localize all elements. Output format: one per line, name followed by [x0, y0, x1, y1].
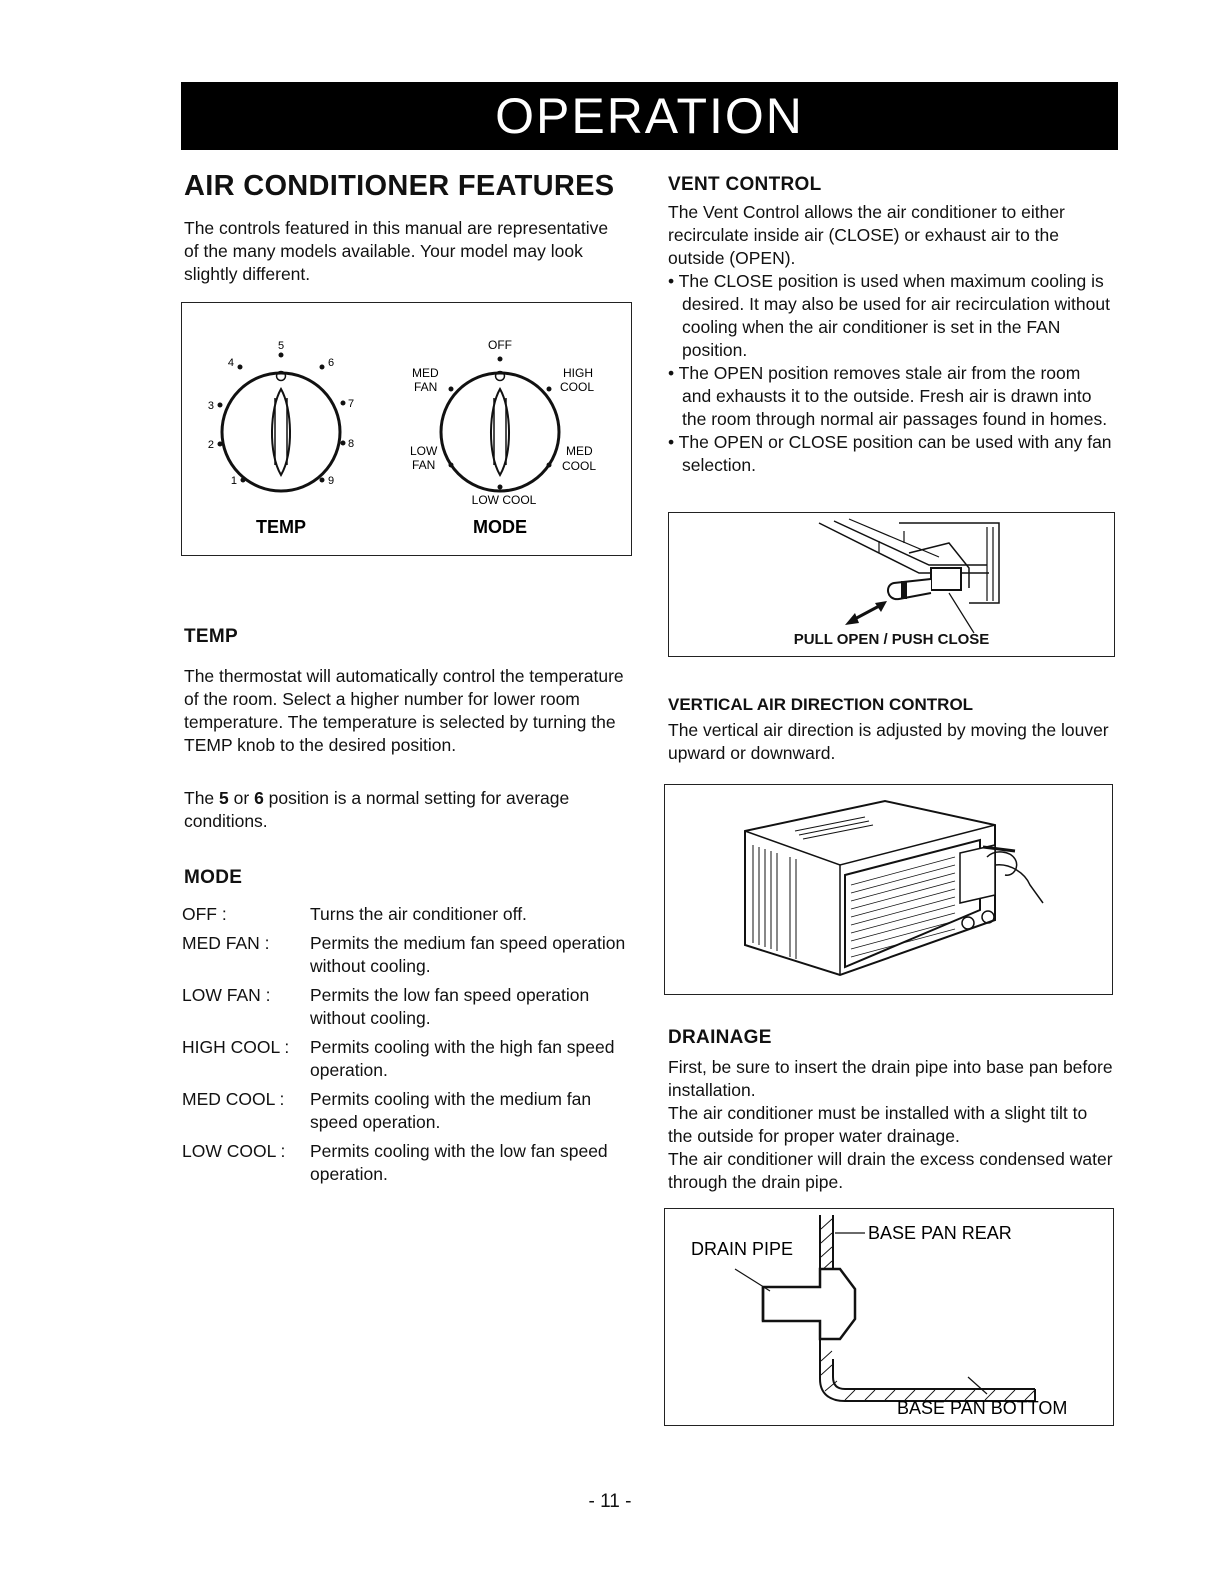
temp-heading: TEMP: [184, 626, 238, 647]
mode-high-label: HIGH: [563, 366, 593, 380]
drainage-p2: The air conditioner must be installed with a slight tilt to the outside for proper water drainage.: [668, 1103, 1088, 1146]
features-title: AIR CONDITIONER FEATURES: [184, 170, 615, 202]
mode-med-label: MED: [412, 366, 439, 380]
vent-diagram: [668, 512, 1115, 657]
vent-heading: VENT CONTROL: [668, 174, 822, 195]
temp-num-6: 6: [328, 357, 335, 369]
controls-diagram: [181, 302, 632, 556]
temp-knob: [208, 340, 354, 491]
temp-num-4: 4: [227, 357, 234, 369]
features-intro: The controls featured in this manual are representative of the many models available. Your model may look slightly different.: [184, 218, 609, 284]
mode-off-label: OFF: [488, 338, 512, 352]
mode-cool-label-2: COOL: [562, 459, 597, 473]
vent-intro: The Vent Control allows the air conditioner to either recirculate inside air (CLOSE) or exhaust air to the outside (OPEN).: [668, 202, 1065, 268]
vent-bullet: • The OPEN position removes stale air from the room and exhausts it to the outside. Fresh air is drawn into the room through normal air passages found in homes.: [668, 363, 1108, 429]
vent-bullets: [668, 270, 1113, 477]
mode-cool-label-1: COOL: [560, 380, 595, 394]
mode-row: LOW FAN : Permits the low fan speed operation without cooling.: [182, 985, 590, 1028]
temp-knob-label: TEMP: [255, 517, 307, 537]
temp-num-7: 7: [348, 398, 355, 410]
drain-illustration: [665, 1209, 1112, 1424]
mode-row: MED FAN : Permits the medium fan speed operation without cooling.: [182, 933, 626, 976]
mode-heading: MODE: [184, 867, 243, 888]
mode-fan-label-1: FAN: [414, 380, 438, 394]
drain-pipe-label: DRAIN PIPE: [691, 1239, 794, 1259]
ac-unit-illustration: [665, 785, 1111, 993]
mode-lowcool-label: LOW COOL: [471, 493, 537, 507]
temp-num-1: 1: [230, 475, 237, 487]
temp-num-5: 5: [277, 340, 285, 352]
vertical-heading: VERTICAL AIR DIRECTION CONTROL: [668, 695, 974, 714]
vent-bullet: • The CLOSE position is used when maximum cooling is desired. It may also be used for air recirculation without cooling when the air conditioner is set in the FAN position.: [668, 271, 1110, 360]
drain-diagram: [664, 1208, 1114, 1426]
mode-definitions: [182, 903, 637, 1192]
mode-row: HIGH COOL : Permits cooling with the high fan speed operation.: [182, 1037, 615, 1080]
temp-normal-setting: The 5 or 6 position is a normal setting for average conditions.: [184, 788, 570, 831]
vent-caption: PULL OPEN / PUSH CLOSE: [793, 631, 990, 648]
temp-num-3: 3: [207, 400, 214, 412]
mode-row: LOW COOL : Permits cooling with the low fan speed operation.: [182, 1141, 608, 1184]
mode-low-label: LOW: [410, 444, 438, 458]
knob-illustration: [182, 303, 630, 554]
vent-bullet: • The OPEN or CLOSE position can be used with any fan selection.: [668, 432, 1112, 475]
drainage-p1: First, be sure to insert the drain pipe into base pan before installation.: [668, 1057, 1113, 1100]
mode-row: OFF : Turns the air conditioner off.: [182, 904, 527, 924]
drainage-heading: DRAINAGE: [668, 1027, 772, 1048]
base-pan-bottom-label: BASE PAN BOTTOM: [897, 1398, 1068, 1418]
mode-knob-label: MODE: [473, 517, 527, 537]
vertical-text: The vertical air direction is adjusted by moving the louver upward or downward.: [668, 720, 1109, 763]
temp-num-8: 8: [348, 438, 355, 450]
mode-fan-label-2: FAN: [412, 458, 436, 472]
page-number: - 11 -: [588, 1491, 632, 1512]
temp-paragraph: The thermostat will automatically control the temperature of the room. Select a higher number for lower room temperature. The temperature is selected by turning the TEMP knob to the desired position.: [184, 666, 624, 755]
section-banner: OPERATION: [181, 82, 1118, 150]
temp-num-2: 2: [207, 439, 214, 451]
mode-row: MED COOL : Permits cooling with the medium fan speed operation.: [182, 1089, 592, 1132]
mode-med-label-2: MED: [566, 444, 593, 458]
mode-knob: [410, 338, 596, 507]
temp-num-9: 9: [328, 475, 335, 487]
drainage-p3: The air conditioner will drain the excess condensed water through the drain pipe.: [668, 1149, 1113, 1192]
ac-unit-diagram: [664, 784, 1113, 995]
base-pan-rear-label: BASE PAN REAR: [868, 1223, 1012, 1243]
